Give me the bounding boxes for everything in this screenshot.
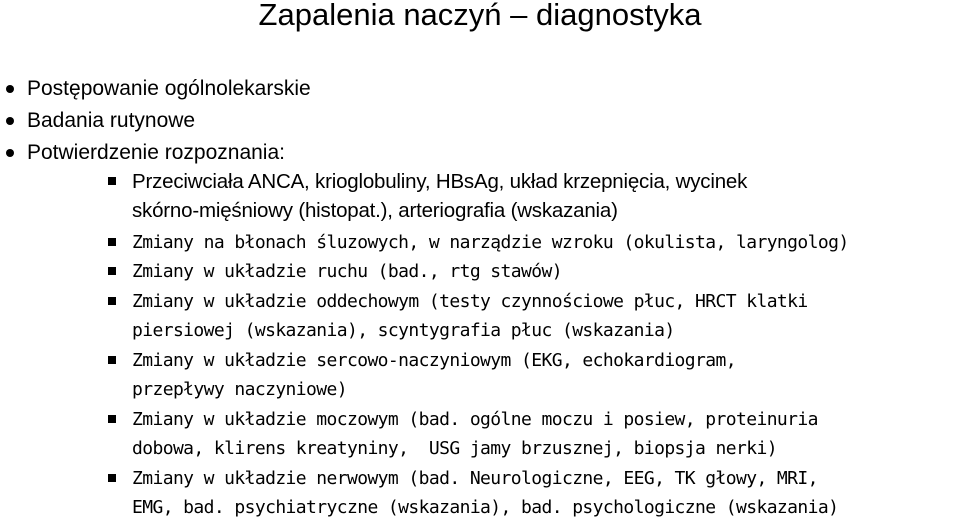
square-bullet-icon: [108, 177, 116, 185]
subbullet-line: Zmiany w układzie moczowym (bad. ogólne moczu i posiew, proteinuria: [132, 409, 818, 430]
subbullet-line: Przeciwciała ANCA, krioglobuliny, HBsAg, układ krzepnięcia, wycinek: [132, 170, 748, 193]
subbullet-item: [132, 257, 958, 286]
square-bullet-icon: [108, 415, 116, 423]
square-bullet-icon: [108, 297, 116, 305]
subbullet-item: [132, 228, 958, 257]
subbullet-line: Zmiany w układzie sercowo-naczyniowym (EKG, echokardiogram,: [132, 350, 736, 371]
subbullet-item: [132, 167, 958, 225]
bullet-text: Postępowanie ogólnolekarskie: [27, 77, 311, 100]
slide-title: Zapalenia naczyń – diagnostyka: [258, 0, 702, 32]
square-bullet-icon: [108, 356, 116, 364]
subbullet-item: [132, 464, 958, 522]
subbullet-line: skórno-mięśniowy (histopat.), arteriografia (wskazania): [132, 199, 618, 222]
bullet-item: [27, 140, 285, 166]
bullet-text: Potwierdzenie rozpoznania:: [27, 141, 285, 164]
bullet-item: [27, 76, 311, 102]
subbullet-line: dobowa, klirens kreatyniny, USG jamy brzusznej, biopsja nerki): [132, 438, 777, 459]
subbullet-item: [132, 405, 958, 463]
subbullet-line: przepływy naczyniowe): [132, 379, 347, 400]
subbullet-line: piersiowej (wskazania), scyntygrafia płuc (wskazania): [132, 320, 675, 341]
bullet-text: Badania rutynowe: [27, 109, 196, 132]
subbullet-line: Zmiany w układzie oddechowym (testy czynnościowe płuc, HRCT klatki: [132, 291, 808, 312]
subbullet-item: [132, 287, 958, 345]
square-bullet-icon: [108, 267, 116, 275]
subbullet-line: Zmiany w układzie nerwowym (bad. Neurologiczne, EEG, TK głowy, MRI,: [132, 468, 818, 489]
square-bullet-icon: [108, 238, 116, 246]
subbullet-line: Zmiany w układzie ruchu (bad., rtg stawów): [132, 261, 562, 282]
bullet-item: [27, 108, 195, 134]
subbullet-item: [132, 346, 958, 404]
square-bullet-icon: [108, 474, 116, 482]
subbullet-line: EMG, bad. psychiatryczne (wskazania), bad. psychologiczne (wskazania): [132, 497, 839, 518]
bullet-dot-icon: [6, 117, 14, 125]
bullet-dot-icon: [6, 85, 14, 93]
subbullet-line: Zmiany na błonach śluzowych, w narządzie wzroku (okulista, laryngolog): [132, 232, 849, 253]
bullet-dot-icon: [6, 149, 14, 157]
